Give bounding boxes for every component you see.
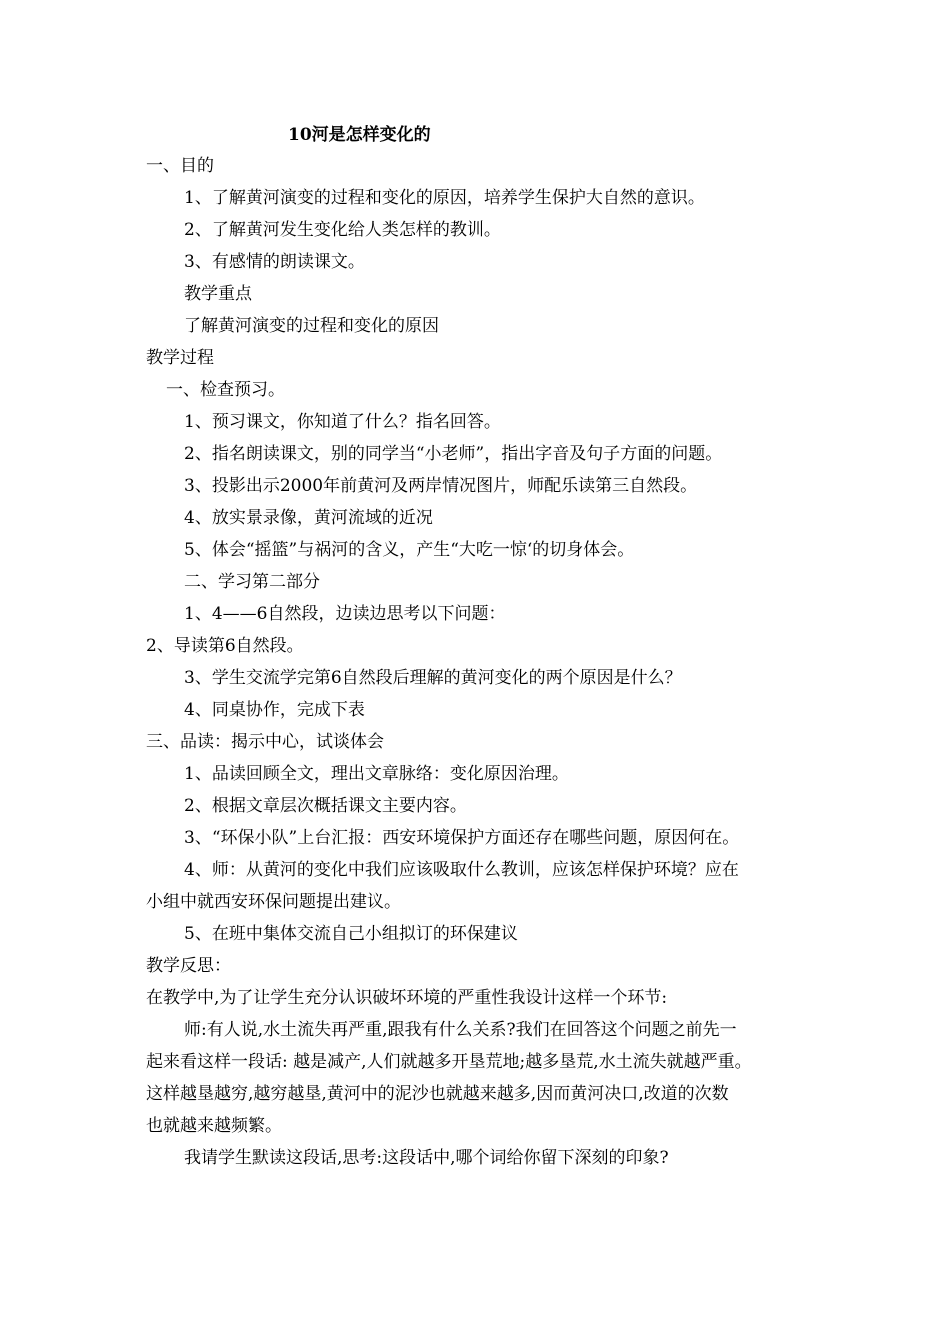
- paragraph-line: 师:有人说,水土流失再严重,跟我有什么关系?我们在回答这个问题之前先一: [184, 1020, 737, 1040]
- paragraph-line: 2、了解黄河发生变化给人类怎样的教训。: [184, 220, 501, 240]
- paragraph-line: 1、品读回顾全文，理出文章脉络：变化原因治理。: [184, 764, 569, 784]
- paragraph-line: 教学重点: [184, 284, 252, 304]
- paragraph-line: 二、学习第二部分: [184, 572, 320, 592]
- paragraph-line: 在教学中,为了让学生充分认识破坏环境的严重性我设计这样一个环节:: [146, 988, 668, 1008]
- paragraph-line: 1、4——6自然段，边读边思考以下问题：: [184, 604, 506, 624]
- paragraph-line: 教学过程: [146, 348, 214, 368]
- document-title: 10河是怎样变化的: [288, 125, 431, 145]
- paragraph-line: 3、学生交流学完第6自然段后理解的黄河变化的两个原因是什么？: [184, 668, 682, 688]
- paragraph-line: 4、同桌协作，完成下表: [184, 700, 365, 720]
- paragraph-line: 一、目的: [146, 156, 214, 176]
- paragraph-line: 三、品读：揭示中心，试谈体会: [146, 732, 384, 752]
- paragraph-line: 1、了解黄河演变的过程和变化的原因，培养学生保护大自然的意识。: [184, 188, 705, 208]
- paragraph-line: 教学反思：: [146, 956, 231, 976]
- paragraph-line: 4、师：从黄河的变化中我们应该吸取什么教训，应该怎样保护环境？应在: [184, 860, 739, 880]
- paragraph-line: 5、体会“摇篮”与祸河的含义，产生“大吃一惊‘的切身体会。: [184, 540, 635, 560]
- paragraph-line: 这样越垦越穷,越穷越垦,黄河中的泥沙也就越来越多,因而黄河决口,改道的次数: [146, 1084, 729, 1104]
- paragraph-line: 2、根据文章层次概括课文主要内容。: [184, 796, 467, 816]
- paragraph-line: 2、指名朗读课文，别的同学当“小老师”，指出字音及句子方面的问题。: [184, 444, 723, 464]
- document-body: [146, 150, 826, 1174]
- paragraph-line: 3、有感情的朗读课文。: [184, 252, 365, 272]
- paragraph-line: 2、导读第6自然段。: [146, 636, 304, 656]
- paragraph-line: 1、预习课文，你知道了什么？指名回答。: [184, 412, 501, 432]
- paragraph-line: 4、放实景录像，黄河流域的近况: [184, 508, 433, 528]
- paragraph-line: 也就越来越频繁。: [146, 1116, 282, 1136]
- paragraph-line: 一、检查预习。: [166, 380, 285, 400]
- paragraph-line: 3、“环保小队”上台汇报：西安环境保护方面还存在哪些问题，原因何在。: [184, 828, 740, 848]
- paragraph-line: 我请学生默读这段话,思考:这段话中,哪个词给你留下深刻的印象?: [184, 1148, 669, 1168]
- paragraph-line: 5、在班中集体交流自己小组拟订的环保建议: [184, 924, 518, 944]
- paragraph-line: 小组中就西安环保问题提出建议。: [146, 892, 401, 912]
- paragraph-line: 起来看这样一段话: 越是减产,人们就越多开垦荒地;越多垦荒,水土流失就越严重。: [146, 1052, 752, 1072]
- paragraph-line: 3、投影出示2000年前黄河及两岸情况图片，师配乐读第三自然段。: [184, 476, 698, 496]
- paragraph-line: 了解黄河演变的过程和变化的原因: [184, 316, 439, 336]
